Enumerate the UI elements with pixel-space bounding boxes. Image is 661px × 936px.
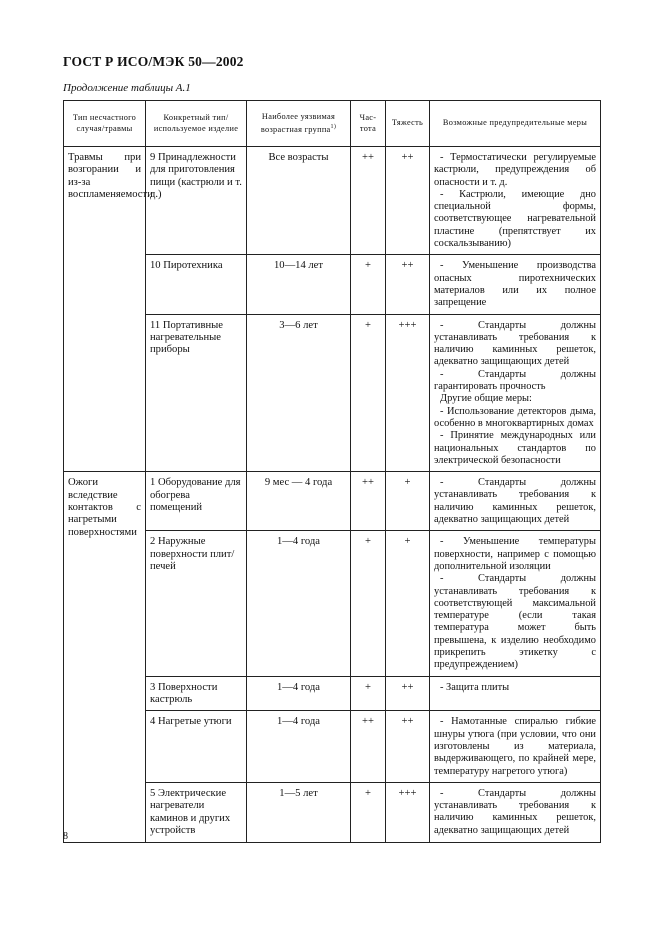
column-header-product: Конкретный тип/используемое изделие	[146, 101, 247, 147]
measures-cell	[430, 711, 601, 782]
measure-item: - Стандарты должны устанавливать требования к соответствующей максимальной температуре (если такая температура может быть превышена, к изделию необходимо прикрепить этикетку с предупреждением)	[434, 573, 596, 671]
severity-cell: +	[386, 531, 430, 676]
product-cell: 1 Оборудование для обогрева помещений	[146, 472, 247, 531]
measure-item: Другие общие меры:	[440, 393, 532, 405]
measure-item: - Намотанные спиралью гибкие шнуры утюга (при условии, что они изготовлены из материала, выдерживающего, по крайней мере, температуру нагретого утюга)	[434, 716, 596, 777]
age-group-cell: 1—4 года	[247, 711, 351, 782]
frequency-cell: +	[351, 676, 386, 711]
product-cell: 5 Электрические нагреватели каминов и других устройств	[146, 782, 247, 842]
measure-item: - Защита плиты	[440, 681, 510, 693]
footnote-mark: 1)	[330, 124, 337, 131]
measures-cell	[430, 472, 601, 531]
column-header-frequency: Час-тота	[351, 101, 386, 147]
product-cell: 11 Портативные нагревательные приборы	[146, 314, 247, 472]
age-group-cell: 1—4 года	[247, 676, 351, 711]
measures-cell	[430, 531, 601, 676]
product-cell: 10 Пиротехника	[146, 255, 247, 314]
frequency-cell: +	[351, 314, 386, 472]
severity-cell: ++	[386, 711, 430, 782]
severity-cell: ++	[386, 255, 430, 314]
age-group-cell: 1—5 лет	[247, 782, 351, 842]
frequency-cell: +	[351, 782, 386, 842]
frequency-cell: ++	[351, 711, 386, 782]
column-header-measures: Возможные предупредительные меры	[430, 101, 601, 147]
severity-cell: +	[386, 472, 430, 531]
measures-cell	[430, 147, 601, 255]
measures-cell	[430, 782, 601, 842]
measures-cell	[430, 676, 601, 711]
table-caption: Продолжение таблицы А.1	[63, 82, 191, 94]
severity-cell: ++	[386, 676, 430, 711]
measure-item: - Уменьшение температуры поверхности, например с помощью дополнительной изоляции	[434, 536, 596, 572]
page-number: 8	[63, 831, 68, 842]
age-group-cell: 3—6 лет	[247, 314, 351, 472]
table-row	[64, 147, 601, 255]
measure-item: - Стандарты должны устанавливать требования к наличию каминных решеток, адекватно защищающих детей	[434, 477, 596, 526]
age-group-label: Наиболее уязвимая возрастная группа	[260, 111, 336, 134]
frequency-cell: +	[351, 255, 386, 314]
table-body	[64, 147, 601, 843]
measure-item: - Стандарты должны устанавливать требования к наличию каминных решеток, адекватно защищающих детей	[434, 319, 596, 368]
product-cell: 3 Поверхности кастрюль	[146, 676, 247, 711]
age-group-cell: 1—4 года	[247, 531, 351, 676]
column-header-severity: Тяжесть	[386, 101, 430, 147]
safety-table	[63, 100, 601, 843]
frequency-cell: ++	[351, 472, 386, 531]
document-title: ГОСТ Р ИСО/МЭК 50—2002	[63, 54, 244, 69]
accident-type-cell: Травмы при возгорании и из-за воспламеняемости	[64, 147, 146, 472]
age-group-cell: 10—14 лет	[247, 255, 351, 314]
measure-item: - Стандарты должны гарантировать прочность	[434, 368, 596, 393]
product-cell: 2 Наружные поверхности плит/печей	[146, 531, 247, 676]
measures-cell	[430, 255, 601, 314]
product-cell: 9 Принадлежности для приготовления пищи (кастрюли и т. д.)	[146, 147, 247, 255]
measure-item: - Термостатически регулируемые кастрюли, предупреждения об опасности и т. д.	[434, 152, 596, 188]
severity-cell: +++	[386, 314, 430, 472]
measures-cell	[430, 314, 601, 472]
product-cell: 4 Нагретые утюги	[146, 711, 247, 782]
severity-cell: +++	[386, 782, 430, 842]
measure-item: - Кастрюли, имеющие дно специальной формы, соответствующее нагревательной пластине (препятствует их соскальзыванию)	[434, 188, 596, 250]
measure-item: - Принятие международных или национальных стандартов по электрической безопасности	[434, 430, 596, 466]
measure-item: - Уменьшение производства опасных пиротехнических материалов или их полное запрещение	[434, 260, 596, 309]
measure-item: - Стандарты должны устанавливать требования к наличию каминных решеток, адекватно защищающих детей	[434, 787, 596, 836]
table-header-row	[64, 101, 601, 147]
age-group-cell: Все возрасты	[247, 147, 351, 255]
column-header-accident-type: Тип несчастного случая/травмы	[64, 101, 146, 147]
severity-cell: ++	[386, 147, 430, 255]
measure-item: - Использование детекторов дыма, особенно в многоквартирных домах	[434, 405, 596, 429]
frequency-cell: +	[351, 531, 386, 676]
table-row	[64, 472, 601, 531]
accident-type-cell: Ожоги вследствие контактов с нагретыми поверхностями	[64, 472, 146, 842]
frequency-cell: ++	[351, 147, 386, 255]
age-group-cell: 9 мес — 4 года	[247, 472, 351, 531]
column-header-age-group	[247, 101, 351, 147]
